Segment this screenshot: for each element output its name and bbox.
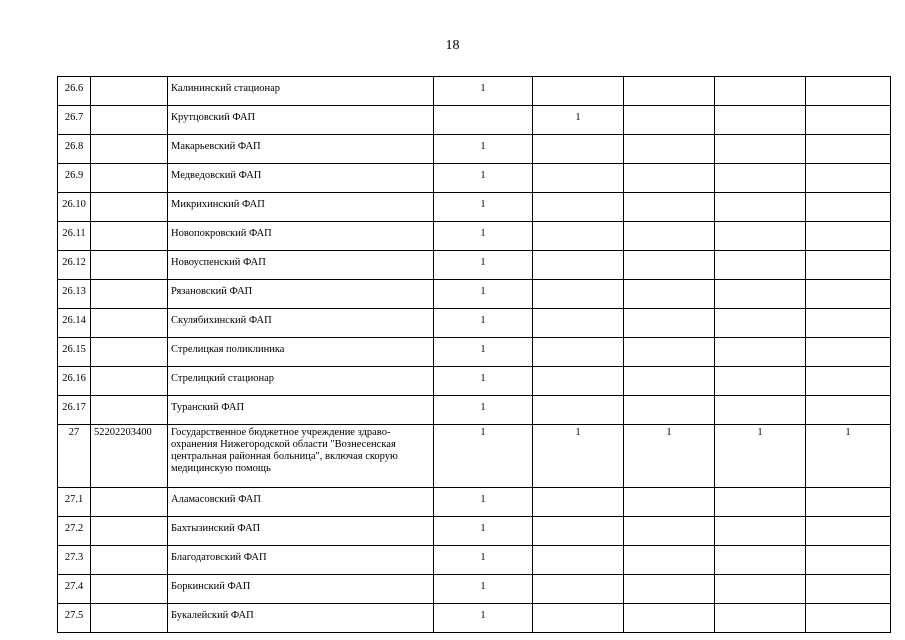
row-code [91, 106, 168, 135]
row-col-1: 1 [434, 517, 533, 546]
row-col-4 [715, 309, 806, 338]
row-col-1: 1 [434, 222, 533, 251]
row-col-2 [533, 135, 624, 164]
row-code [91, 164, 168, 193]
row-col-5 [806, 251, 891, 280]
row-col-4 [715, 575, 806, 604]
row-col-2 [533, 309, 624, 338]
row-col-5: 1 [806, 425, 891, 488]
row-col-1: 1 [434, 280, 533, 309]
row-col-2 [533, 517, 624, 546]
data-table [57, 76, 891, 633]
row-name: Микрихинский ФАП [168, 193, 434, 222]
row-code [91, 222, 168, 251]
row-code [91, 77, 168, 106]
row-code [91, 546, 168, 575]
row-name: Макарьевский ФАП [168, 135, 434, 164]
row-col-1: 1 [434, 425, 533, 488]
row-name: Аламасовский ФАП [168, 488, 434, 517]
row-name: Калининский стационар [168, 77, 434, 106]
table-row [58, 77, 891, 106]
row-col-5 [806, 367, 891, 396]
row-col-5 [806, 488, 891, 517]
row-col-4 [715, 396, 806, 425]
row-col-5 [806, 546, 891, 575]
table-row [58, 251, 891, 280]
row-col-5 [806, 77, 891, 106]
row-code [91, 396, 168, 425]
row-col-4 [715, 135, 806, 164]
row-col-3 [624, 222, 715, 251]
row-col-3 [624, 396, 715, 425]
row-col-3 [624, 546, 715, 575]
row-col-2 [533, 77, 624, 106]
row-col-4: 1 [715, 425, 806, 488]
row-number: 26.10 [58, 193, 91, 222]
row-col-3 [624, 575, 715, 604]
row-col-3 [624, 604, 715, 633]
row-col-5 [806, 164, 891, 193]
row-code [91, 338, 168, 367]
row-number: 26.14 [58, 309, 91, 338]
row-number: 27.3 [58, 546, 91, 575]
row-number: 26.16 [58, 367, 91, 396]
row-code [91, 193, 168, 222]
row-col-4 [715, 604, 806, 633]
row-code [91, 135, 168, 164]
row-col-4 [715, 193, 806, 222]
row-number: 26.13 [58, 280, 91, 309]
row-col-1: 1 [434, 135, 533, 164]
row-col-3 [624, 164, 715, 193]
row-col-5 [806, 106, 891, 135]
row-col-5 [806, 396, 891, 425]
table-row [58, 546, 891, 575]
row-name: Стрелицкий стационар [168, 367, 434, 396]
row-col-1: 1 [434, 164, 533, 193]
table-row [58, 425, 891, 488]
row-col-3 [624, 488, 715, 517]
row-col-5 [806, 135, 891, 164]
row-col-3 [624, 367, 715, 396]
row-col-1: 1 [434, 193, 533, 222]
row-col-3 [624, 77, 715, 106]
row-col-3: 1 [624, 425, 715, 488]
row-number: 27.1 [58, 488, 91, 517]
row-col-1: 1 [434, 396, 533, 425]
row-col-3 [624, 135, 715, 164]
row-col-2 [533, 604, 624, 633]
row-number: 26.7 [58, 106, 91, 135]
table-row [58, 488, 891, 517]
row-col-5 [806, 193, 891, 222]
table-row [58, 280, 891, 309]
row-col-2: 1 [533, 425, 624, 488]
row-col-5 [806, 604, 891, 633]
row-col-2 [533, 164, 624, 193]
table-row [58, 338, 891, 367]
row-number: 27.4 [58, 575, 91, 604]
row-code [91, 488, 168, 517]
row-code: 52202203400 [91, 425, 168, 488]
row-col-3 [624, 280, 715, 309]
row-col-2 [533, 396, 624, 425]
table-row [58, 193, 891, 222]
row-col-3 [624, 309, 715, 338]
row-col-5 [806, 338, 891, 367]
table-row [58, 106, 891, 135]
row-col-2 [533, 222, 624, 251]
row-name: Крутцовский ФАП [168, 106, 434, 135]
table-row [58, 222, 891, 251]
row-number: 26.6 [58, 77, 91, 106]
row-col-4 [715, 280, 806, 309]
row-col-1: 1 [434, 251, 533, 280]
row-number: 26.9 [58, 164, 91, 193]
row-code [91, 575, 168, 604]
row-col-4 [715, 488, 806, 517]
table-row [58, 309, 891, 338]
row-col-3 [624, 251, 715, 280]
row-name: Стрелицкая поликлиника [168, 338, 434, 367]
row-code [91, 280, 168, 309]
row-col-1: 1 [434, 77, 533, 106]
row-number: 27 [58, 425, 91, 488]
row-col-1: 1 [434, 546, 533, 575]
row-col-4 [715, 546, 806, 575]
row-col-2 [533, 575, 624, 604]
row-col-4 [715, 338, 806, 367]
row-col-3 [624, 193, 715, 222]
row-col-3 [624, 106, 715, 135]
row-col-2 [533, 251, 624, 280]
table-row [58, 575, 891, 604]
row-name: Государственное бюджетное учреждение здраво-охранения Нижегородской области "Вознесенская центральная районная больница", включая скорую медицинскую помощь [168, 425, 434, 488]
row-name: Медведовский ФАП [168, 164, 434, 193]
row-code [91, 517, 168, 546]
row-name: Туранский ФАП [168, 396, 434, 425]
row-number: 26.15 [58, 338, 91, 367]
row-col-4 [715, 367, 806, 396]
row-col-1: 1 [434, 338, 533, 367]
row-name: Бахтызинский ФАП [168, 517, 434, 546]
row-code [91, 367, 168, 396]
row-name: Благодатовский ФАП [168, 546, 434, 575]
table-row [58, 604, 891, 633]
row-code [91, 251, 168, 280]
row-col-3 [624, 338, 715, 367]
row-number: 26.12 [58, 251, 91, 280]
row-col-2 [533, 280, 624, 309]
table-row [58, 396, 891, 425]
row-col-2 [533, 338, 624, 367]
row-col-4 [715, 222, 806, 251]
row-col-5 [806, 280, 891, 309]
table-row [58, 164, 891, 193]
row-col-5 [806, 517, 891, 546]
row-name: Новоуспенский ФАП [168, 251, 434, 280]
row-col-2 [533, 367, 624, 396]
row-col-1: 1 [434, 309, 533, 338]
row-col-1 [434, 106, 533, 135]
row-code [91, 309, 168, 338]
row-number: 26.17 [58, 396, 91, 425]
row-col-1: 1 [434, 575, 533, 604]
row-col-5 [806, 222, 891, 251]
table-row [58, 135, 891, 164]
row-col-1: 1 [434, 604, 533, 633]
table-row [58, 517, 891, 546]
row-name: Букалейский ФАП [168, 604, 434, 633]
table-body [58, 77, 891, 633]
row-col-3 [624, 517, 715, 546]
row-name: Скулябихинский ФАП [168, 309, 434, 338]
row-col-4 [715, 106, 806, 135]
row-col-2 [533, 488, 624, 517]
row-col-1: 1 [434, 367, 533, 396]
row-number: 26.8 [58, 135, 91, 164]
row-col-4 [715, 164, 806, 193]
row-col-1: 1 [434, 488, 533, 517]
row-name: Боркинский ФАП [168, 575, 434, 604]
row-col-5 [806, 309, 891, 338]
row-name: Рязановский ФАП [168, 280, 434, 309]
row-col-5 [806, 575, 891, 604]
row-col-4 [715, 251, 806, 280]
row-col-2 [533, 193, 624, 222]
row-name: Новопокровский ФАП [168, 222, 434, 251]
row-number: 27.5 [58, 604, 91, 633]
page-number: 18 [445, 38, 460, 53]
row-number: 27.2 [58, 517, 91, 546]
row-code [91, 604, 168, 633]
row-number: 26.11 [58, 222, 91, 251]
row-col-4 [715, 517, 806, 546]
row-col-2 [533, 546, 624, 575]
table-row [58, 367, 891, 396]
row-col-2: 1 [533, 106, 624, 135]
row-col-4 [715, 77, 806, 106]
